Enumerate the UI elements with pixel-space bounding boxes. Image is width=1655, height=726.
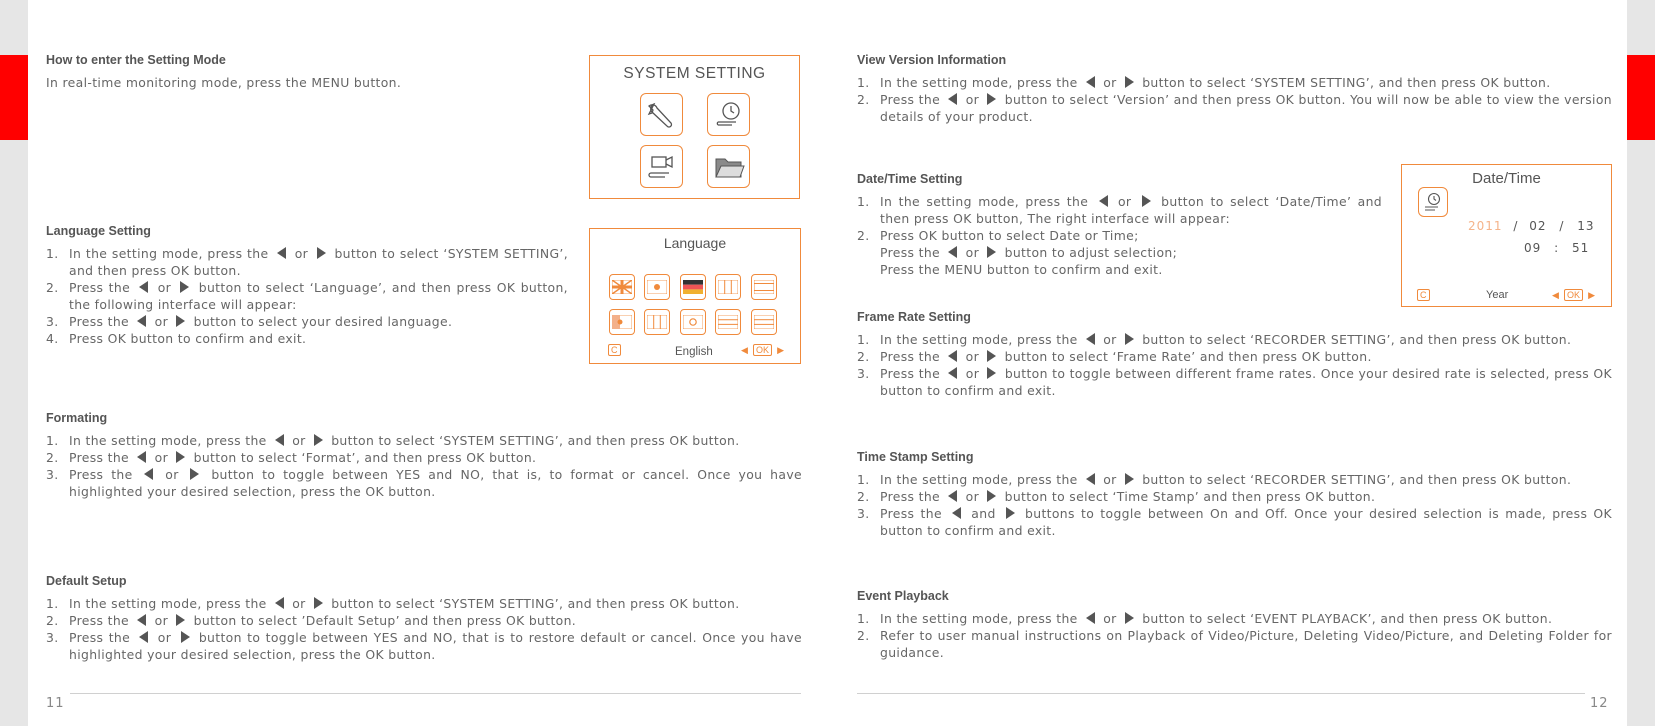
right-arrow-icon bbox=[987, 490, 996, 502]
step-item: 2. Press the or button to select ‘Format’, and then press OK button. bbox=[46, 450, 537, 465]
step-item: 2. Press the or button to select ‘Frame Rate’ and then press OK button. bbox=[857, 349, 1372, 364]
right-arrow-icon bbox=[314, 434, 323, 446]
step-number: 2. bbox=[46, 450, 59, 465]
left-arrow-icon bbox=[948, 93, 957, 105]
right-arrow-icon bbox=[987, 367, 996, 379]
step-number: 1. bbox=[857, 472, 870, 487]
camera-setting-icon bbox=[640, 145, 683, 188]
step-number: 3. bbox=[46, 630, 59, 645]
wrench-icon bbox=[640, 93, 683, 136]
step-number: 3. bbox=[857, 506, 870, 521]
step-item: 2. Press the or button to select ‘Language’, and then press OK button, the following interface will appear: bbox=[46, 280, 568, 312]
brand-logo-icon: C bbox=[1417, 283, 1430, 302]
step-list bbox=[46, 432, 802, 500]
step-item: 1. In the setting mode, press the or button to select ‘SYSTEM SETTING’, and then press OK button. bbox=[46, 433, 740, 448]
step-number: 4. bbox=[46, 331, 59, 346]
france-flag-icon bbox=[715, 274, 741, 300]
step-number: 3. bbox=[46, 314, 59, 329]
section-heading: Date/Time Setting bbox=[857, 172, 963, 186]
ok-nav bbox=[1552, 283, 1595, 302]
step-item: 2. Press the or button to select ’Default Setup’ and then press OK button. bbox=[46, 613, 577, 628]
right-arrow-icon bbox=[1142, 195, 1151, 207]
month-value: 02 bbox=[1529, 219, 1547, 233]
left-arrow-icon bbox=[139, 631, 148, 643]
right-arrow-icon: ▶ bbox=[1588, 291, 1595, 301]
section-heading: Default Setup bbox=[46, 574, 127, 588]
right-arrow-icon bbox=[1125, 473, 1134, 485]
section-heading: Language Setting bbox=[46, 224, 151, 238]
left-arrow-icon bbox=[948, 490, 957, 502]
right-arrow-icon bbox=[181, 631, 190, 643]
step-list bbox=[857, 193, 1382, 244]
language-screen bbox=[589, 228, 801, 364]
step-number: 2. bbox=[857, 628, 870, 643]
day-value: 13 bbox=[1577, 219, 1595, 233]
left-arrow-icon: ◀ bbox=[1551, 291, 1559, 301]
left-arrow-icon bbox=[952, 507, 961, 519]
section-datetime bbox=[857, 172, 1382, 278]
step-list bbox=[857, 331, 1612, 399]
section-version bbox=[857, 53, 1612, 125]
step-number: 2. bbox=[857, 228, 870, 243]
italy-flag-icon bbox=[644, 309, 670, 335]
brand-logo-icon: C bbox=[608, 338, 621, 357]
step-list bbox=[857, 610, 1612, 661]
right-arrow-icon bbox=[190, 468, 199, 480]
left-arrow-icon bbox=[948, 246, 957, 258]
step-number: 1. bbox=[46, 596, 59, 611]
section-event-playback bbox=[857, 589, 1612, 661]
left-arrow-icon bbox=[277, 247, 286, 259]
section-setting-mode bbox=[46, 53, 566, 91]
page-number-left: 11 bbox=[46, 696, 65, 711]
step-item: 3. Press the or button to toggle between YES and NO, that is, to format or cancel. Once you have highlighted your desired selection, press the OK button. bbox=[46, 467, 802, 499]
left-arrow-icon bbox=[1086, 333, 1095, 345]
left-arrow-icon bbox=[139, 281, 148, 293]
ok-nav bbox=[741, 338, 784, 357]
section-framerate bbox=[857, 310, 1612, 399]
netherlands-flag-icon bbox=[751, 309, 777, 335]
step-item: 2. Refer to user manual instructions on Playback of Video/Picture, Deleting Video/Picture, and Deleting Folder for guidance. bbox=[857, 628, 1612, 660]
right-arrow-icon bbox=[987, 246, 996, 258]
section-heading: Event Playback bbox=[857, 589, 949, 603]
left-arrow-icon bbox=[1099, 195, 1108, 207]
section-formating bbox=[46, 411, 802, 500]
section-heading: Time Stamp Setting bbox=[857, 450, 974, 464]
datetime-extra-line-1: Press the or button to adjust selection; bbox=[880, 245, 1178, 260]
germany-flag-icon bbox=[680, 274, 706, 300]
footer-rule-left bbox=[70, 693, 801, 694]
step-list bbox=[46, 595, 802, 663]
right-arrow-icon bbox=[1125, 76, 1134, 88]
step-item: 1. In the setting mode, press the or button to select ‘SYSTEM SETTING’, and then press OK button. bbox=[46, 596, 740, 611]
step-item: 2. Press the or button to select ‘Version’ and then press OK button. You will now be able to view the version details of your product. bbox=[857, 92, 1612, 124]
footer-rule-right bbox=[857, 693, 1585, 694]
datetime-extra-line-2: Press the MENU button to confirm and exit. bbox=[880, 262, 1163, 277]
step-item: 1. In the setting mode, press the or button to select ‘RECORDER SETTING’, and then press OK button. bbox=[857, 332, 1572, 347]
date-readout: 2011 / 02 / 13 bbox=[1468, 219, 1595, 233]
step-list bbox=[46, 245, 568, 347]
left-red-tab bbox=[0, 55, 28, 140]
system-setting-title: SYSTEM SETTING bbox=[623, 65, 766, 82]
section-language bbox=[46, 224, 568, 347]
language-screen-title: Language bbox=[663, 235, 727, 251]
minute-value: 51 bbox=[1571, 241, 1590, 255]
right-arrow-icon bbox=[1125, 612, 1134, 624]
right-arrow-icon bbox=[1125, 333, 1134, 345]
left-arrow-icon bbox=[137, 614, 146, 626]
clock-setting-icon bbox=[707, 93, 750, 136]
right-arrow-icon bbox=[317, 247, 326, 259]
uk-flag-icon bbox=[609, 274, 635, 300]
right-arrow-icon bbox=[176, 315, 185, 327]
step-item: 2. Press the or button to select ‘Time Stamp’ and then press OK button. bbox=[857, 489, 1376, 504]
section-default-setup bbox=[46, 574, 802, 663]
step-number: 1. bbox=[46, 433, 59, 448]
step-item: 3. Press the or button to toggle between YES and NO, that is to restore default or cancel. Once you have highlighted your desired selection, press the OK button. bbox=[46, 630, 802, 662]
spain-flag-icon bbox=[751, 274, 777, 300]
step-number: 1. bbox=[857, 611, 870, 626]
step-item: 3. Press the or button to toggle between different frame rates. Once your desired rate is selected, press OK button to confirm and exit. bbox=[857, 366, 1612, 398]
step-item: 1. In the setting mode, press the or button to select ‘SYSTEM SETTING’, and then press OK button. bbox=[857, 75, 1551, 90]
right-arrow-icon bbox=[176, 451, 185, 463]
right-arrow-icon bbox=[314, 597, 323, 609]
step-number: 1. bbox=[46, 246, 59, 261]
clock-setting-icon bbox=[1418, 187, 1448, 217]
russia-flag-icon bbox=[715, 309, 741, 335]
korea-flag-icon bbox=[680, 309, 706, 335]
right-arrow-icon bbox=[987, 93, 996, 105]
step-number: 3. bbox=[857, 366, 870, 381]
left-arrow-icon bbox=[144, 468, 153, 480]
ok-badge: OK bbox=[1564, 289, 1583, 301]
right-arrow-icon bbox=[176, 614, 185, 626]
step-list bbox=[857, 471, 1612, 539]
step-item: 1. In the setting mode, press the or button to select ‘Date/Time’ and then press OK button, The right interface will appear: bbox=[857, 194, 1382, 226]
step-item: 1. In the setting mode, press the or button to select ‘EVENT PLAYBACK’, and then press OK button. bbox=[857, 611, 1553, 626]
step-number: 1. bbox=[857, 75, 870, 90]
step-number: 2. bbox=[46, 613, 59, 628]
step-item: 4. Press OK button to confirm and exit. bbox=[46, 331, 307, 346]
section-text: In real-time monitoring mode, press the MENU button. bbox=[46, 75, 402, 90]
year-value: 2011 bbox=[1468, 219, 1503, 233]
right-arrow-icon bbox=[987, 350, 996, 362]
portugal-flag-icon bbox=[609, 309, 635, 335]
page-number-right: 12 bbox=[1590, 696, 1609, 711]
folder-icon bbox=[707, 145, 750, 188]
step-number: 1. bbox=[857, 332, 870, 347]
datetime-screen bbox=[1401, 164, 1612, 307]
datetime-screen-title: Date/Time bbox=[1472, 170, 1541, 187]
section-timestamp bbox=[857, 450, 1612, 539]
step-list bbox=[857, 74, 1612, 125]
step-item: 1. In the setting mode, press the or button to select ‘SYSTEM SETTING’, and then press OK button. bbox=[46, 246, 568, 278]
left-arrow-icon bbox=[137, 315, 146, 327]
hour-value: 09 bbox=[1524, 241, 1542, 255]
left-arrow-icon bbox=[1086, 612, 1095, 624]
selected-language: English bbox=[675, 346, 713, 358]
right-arrow-icon bbox=[1006, 507, 1015, 519]
step-item: 3. Press the and buttons to toggle between On and Off. Once your desired selection is made, press OK button to confirm and exit. bbox=[857, 506, 1613, 538]
section-heading: How to enter the Setting Mode bbox=[46, 53, 226, 67]
time-readout: 09 : 51 bbox=[1524, 241, 1590, 255]
field-label: Year bbox=[1486, 289, 1509, 301]
japan-flag-icon bbox=[644, 274, 670, 300]
system-setting-screen bbox=[589, 55, 800, 199]
right-arrow-icon: ▶ bbox=[777, 346, 784, 356]
step-number: 2. bbox=[857, 92, 870, 107]
step-number: 3. bbox=[46, 467, 59, 482]
left-arrow-icon bbox=[137, 451, 146, 463]
left-arrow-icon: ◀ bbox=[740, 346, 748, 356]
step-number: 2. bbox=[857, 349, 870, 364]
step-number: 1. bbox=[857, 194, 870, 209]
step-number: 2. bbox=[857, 489, 870, 504]
step-item: 1. In the setting mode, press the or button to select ‘RECORDER SETTING’, and then press OK button. bbox=[857, 472, 1572, 487]
section-heading: Formating bbox=[46, 411, 108, 425]
left-arrow-icon bbox=[948, 350, 957, 362]
section-heading: View Version Information bbox=[857, 53, 1007, 67]
left-arrow-icon bbox=[1086, 76, 1095, 88]
left-arrow-icon bbox=[948, 367, 957, 379]
step-number: 2. bbox=[46, 280, 59, 295]
left-arrow-icon bbox=[275, 597, 284, 609]
ok-badge: OK bbox=[753, 344, 772, 356]
step-item: 3. Press the or button to select your desired language. bbox=[46, 314, 453, 329]
right-arrow-icon bbox=[180, 281, 189, 293]
section-heading: Frame Rate Setting bbox=[857, 310, 971, 324]
left-arrow-icon bbox=[1086, 473, 1095, 485]
left-arrow-icon bbox=[275, 434, 284, 446]
step-item: 2. Press OK button to select Date or Time; bbox=[857, 228, 1139, 243]
right-red-tab bbox=[1627, 55, 1655, 140]
